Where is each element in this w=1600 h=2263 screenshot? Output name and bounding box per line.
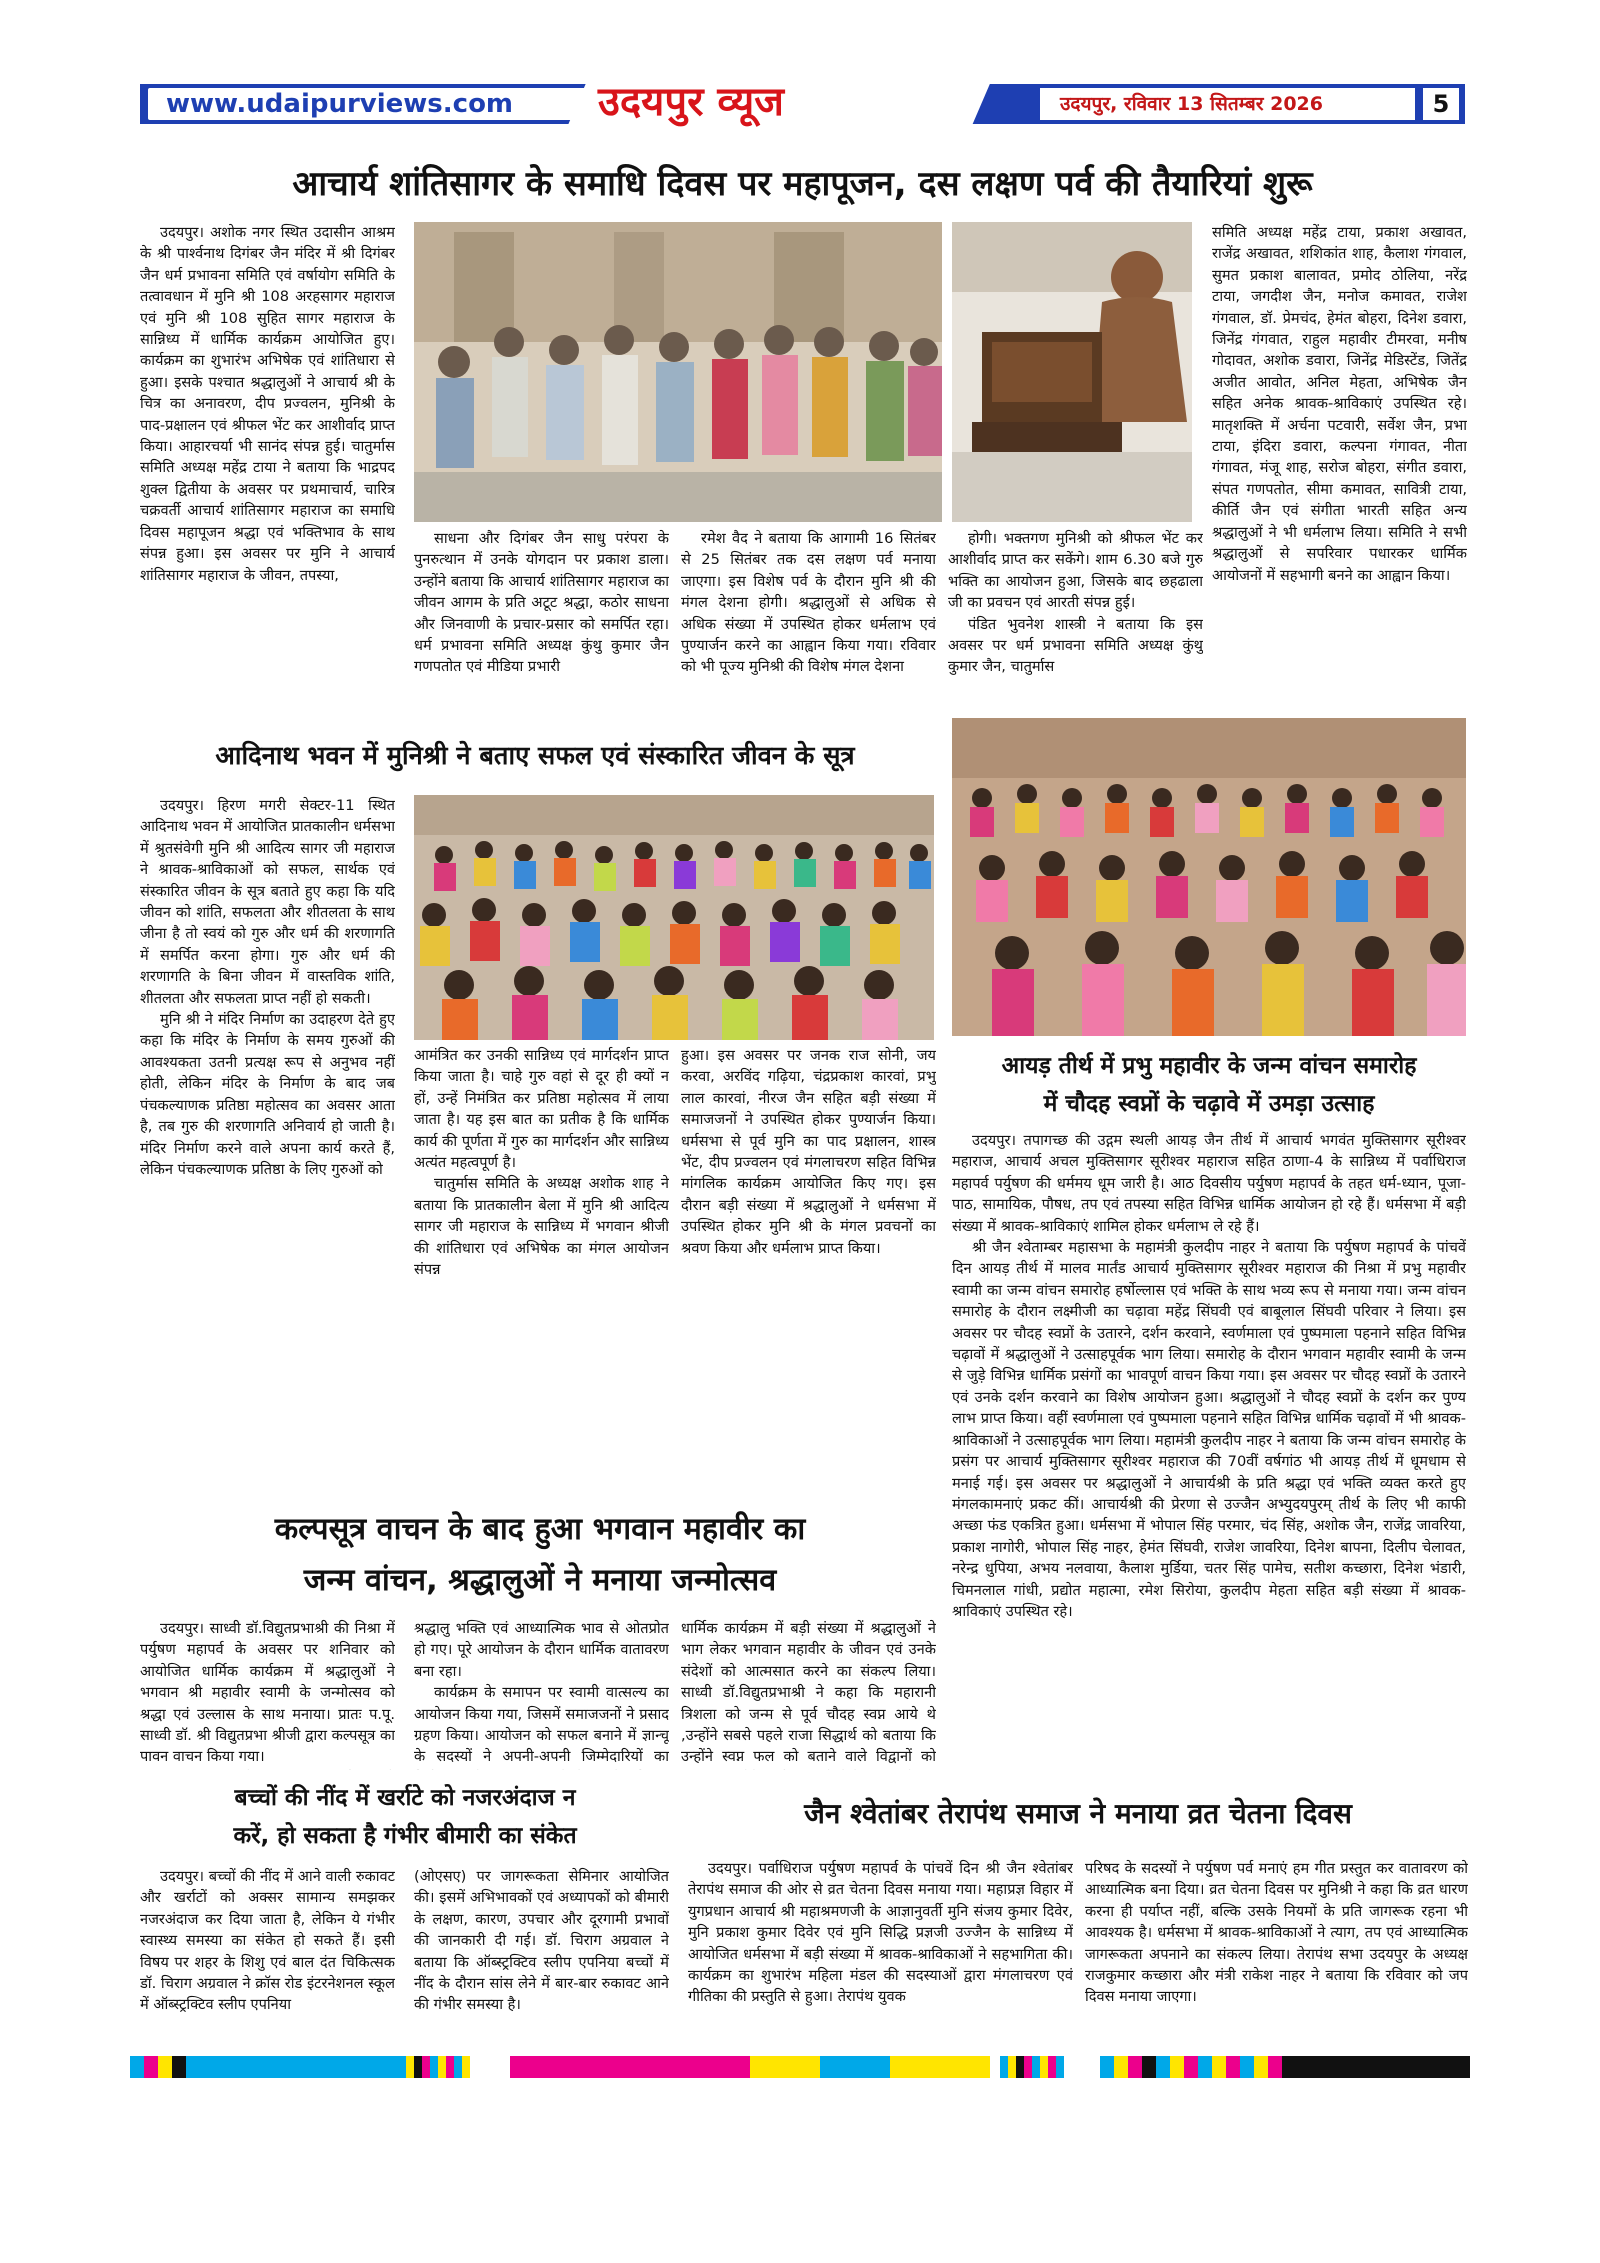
article2-col2-p1: आमंत्रित कर उनकी सान्निध्य एवं मार्गदर्शन प्राप्त किया जाता है। चाहे गुरु वहां से दूर ही क्यों न हों, उन्हें निमंत्रित कर प्रतिष्ठा महोत्सव में लाया जाता है। यह इस बात का प्रतीक है कि धार्मिक कार्य की पूर्णता में गुरु का मार्गदर्शन और सान्निध्य अत्यंत महत्वपूर्ण है। bbox=[414, 1047, 669, 1172]
article2-headline: आदिनाथ भवन में मुनिश्री ने बताए सफल एवं संस्कारित जीवन के सूत्र bbox=[215, 741, 855, 771]
site-url[interactable]: www.udaipurviews.com bbox=[166, 89, 514, 119]
article1-col5 bbox=[1212, 222, 1467, 716]
article6-col1-text: उदयपुर। पर्वाधिराज पर्युषण महापर्व के पांचवें दिन श्री जैन श्वेतांबर तेरापंथ समाज की ओर से व्रत चेतना दिवस मनाया गया। महाप्रज्ञ विहार में युगप्रधान आचार्य श्री महाश्रमणजी के आज्ञानुवर्ती मुनि संजय कुमार दिवेर, मुनि प्रकाश कुमार दिवेर एवं मुनि सिद्धि प्रज्ञजी उज्जैन के सान्निध्य में आयोजित धर्मसभा में बड़ी संख्या में श्रावक-श्राविकाओं ने सहभागिता की। कार्यक्रम का शुभारंभ महिला मंडल की सदस्याओं द्वारा मंगलाचरण एवं गीतिका की प्रस्तुति से हुआ। तेरापंथ युवक bbox=[688, 1860, 1073, 2006]
article1-col1 bbox=[140, 222, 395, 716]
article2-col3-text: हुआ। इस अवसर पर जनक राज सोनी, जय करवा, अरविंद गढ़िया, चंद्रप्रकाश कारवां, प्रभु लाल कारवां, नीरज जैन सहित बड़ी संख्या में समाजजनों ने उपस्थित होकर पुण्यार्जन किया। धर्मसभा से पूर्व मुनि का पाद प्रक्षालन, शास्त्र भेंट, दीप प्रज्वलन एवं मंगलाचरण सहित विभिन्न मांगलिक कार्यक्रम आयोजित किए गए। इस दौरान बड़ी संख्या में श्रद्धालुओं ने धर्मसभा में उपस्थित होकर मुनि श्री के मंगल प्रवचनों का श्रवण किया और धर्मलाभ प्राप्त किया। bbox=[681, 1047, 936, 1257]
article2-col1 bbox=[140, 795, 395, 1495]
article2-col1-p1: उदयपुर। हिरण मगरी सेक्टर-11 स्थित आदिनाथ भवन में आयोजित प्रातकालीन धर्मसभा में श्रुतसंवेगी मुनि श्री आदित्य सागर जी महाराज ने श्रावक-श्राविकाओं को सफल, सार्थक एवं संस्कारित जीवन के सूत्र बताते हुए कहा कि यदि जीवन को शांति, सफलता और शीतलता के साथ जीना है तो स्वयं को गुरु और धर्म की शरणागति में समर्पित करना होगा। गुरु और धर्म की शरणागति के बिना जीवन में वास्तविक शांति, शीतलता और सफलता प्राप्त नहीं हो सकती। bbox=[140, 797, 395, 1007]
article1-col5-text: समिति अध्यक्ष महेंद्र टाया, प्रकाश अखावत, राजेंद्र अखावत, शशिकांत शाह, कैलाश गंगवाल, सुमत प्रकाश बालावत, प्रमोद ठोलिया, नरेंद्र टाया, जगदीश जैन, मनोज कमावत, राजेश गंगवाल, डॉ. प्रेमचंद, हेमंत बोहरा, दिनेश डवारा, जिनेंद्र गंगवात, राहुल महावीर टीमरवा, मनीष गोदावत, अशोक डवारा, जिनेंद्र मेडिस्टेंड, जितेंद्र अजीत आवोत, अनिल मेहता, अभिषेक जैन सहित अनेक श्रावक-श्राविकाएं उपस्थित रहे। मातृशक्ति में अर्चना पटवारी, सर्वेश जैन, प्रभा टाया, इंदिरा डवारा, कल्पना गंगावत, नीता गंगावत, मंजू शाह, सरोज बोहरा, संगीत डवारा, संपत गणपतोत, सीमा कमावत, सावित्री टाया, कीर्ति जैन एवं संगीता भारती सहित अन्य श्रद्धालुओं ने भी धर्मलाभ लिया। समिति ने सभी श्रद्धालुओं से सपरिवार पधारकर धार्मिक आयोजनों में सहभागी बनने का आह्वान किया। bbox=[1212, 224, 1467, 584]
masthead bbox=[140, 78, 1465, 128]
article3-p2: श्री जैन श्वेताम्बर महासभा के महामंत्री कुलदीप नाहर ने बताया कि पर्युषण महापर्व के पांचवें दिन आयड़ तीर्थ में मालव मार्तंड आचार्य मुक्तिसागर सूरीश्वर महाराज की निश्रा में प्रभु महावीर स्वामी का जन्म वांचन समारोह हर्षोल्लास एवं भक्ति के साथ भव्य रूप से मनाया गया। जन्म वांचन समारोह के दौरान लक्ष्मीजी का चढ़ावा महेंद्र सिंघवी एवं बाबूलाल सिंघवी परिवार ने लिया। इस अवसर पर चौदह स्वप्नों के उतारने, दर्शन करवाने, स्वर्णमाला एवं पुष्पमाला पहनाने सहित विभिन्न चढ़ावों में श्रद्धालुओं ने उत्साहपूर्वक भाग लिया। समारोह के दौरान भगवान महावीर स्वामी के जन्म से जुड़े विभिन्न धार्मिक प्रसंगों का भावपूर्ण वाचन किया गया। इस अवसर पर चौदह स्वप्नों के उतारने एवं उनके दर्शन करवाने का विशेष आयोजन हुआ। श्रद्धालुओं ने चौदह स्वप्नों के दर्शन कर पुण्य लाभ प्राप्त किया। वहीं स्वर्णमाला एवं पुष्पमाला पहनाने सहित विभिन्न धार्मिक चढ़ावों में भी श्रावक-श्राविकाओं ने उत्साहपूर्वक भाग लिया। महामंत्री कुलदीप नाहर ने बताया कि जन्म वांचन समारोह के प्रसंग पर आचार्य मुक्तिसागर सूरीश्वर महाराज की 70वीं वर्षगांठ भी आयड़ तीर्थ में धूमधाम से मनाई गई। इस अवसर पर श्रद्धालुओं ने आचार्यश्री के प्रति श्रद्धा एवं भक्ति व्यक्त करते हुए मंगलकामनाएं प्रकट कीं। आचार्यश्री की प्रेरणा से उज्जैन अभ्युदयपुरम् तीर्थ के लिए भी काफी अच्छा फंड एकत्रित हुआ। धर्मसभा में भोपाल सिंह परमार, चंद सिंह, अशोक जैन, राजेंद्र जावरिया, प्रकाश नागोरी, भोपाल सिंह नाहर, हेमंत सिंघवी, राजेश जावरिया, दिनेश बापना, दिलीप चेलावत, नरेन्द्र धुपिया, अभय नलवाया, कैलाश मुर्डिया, चतर सिंह पामेच, सतीश कच्छारा, दिनेश भंडारी, चिमनलाल गांधी, प्रद्योत महात्मा, रमेश सिरोया, कुलदीप मेहता सहित बड़ी संख्या में श्रावक-श्राविकाएं उपस्थित रहे। bbox=[952, 1239, 1466, 1620]
article4-col2 bbox=[414, 1618, 669, 1770]
article1-photo-devotees bbox=[414, 222, 942, 522]
article2-col2 bbox=[414, 1045, 669, 1495]
article4-col2-p2: कार्यक्रम के समापन पर स्वामी वात्सल्य का आयोजन किया गया, जिसमें समाजजनों ने प्रसाद ग्रहण किया। आयोजन को सफल बनाने में ज्ञान्चू के सदस्यों ने अपनी-अपनी जिम्मेदारियों का bbox=[414, 1684, 669, 1766]
article2-col1-p2: मुनि श्री ने मंदिर निर्माण का उदाहरण देते हुए कहा कि मंदिर के निर्माण के समय गुरुओं की आवश्यकता उतनी प्रत्यक्ष रूप से अनुभव नहीं होती, लेकिन मंदिर के निर्माण के बाद जब पंचकल्याणक प्रतिष्ठा महोत्सव का अवसर आता है, तब गुरु की शरणागति अनिवार्य हो जाती है। मंदिर निर्माण करने वाले अपना कार्य करते हैं, लेकिन पंचकल्याणक प्रतिष्ठा के लिए गुरुओं को bbox=[140, 1011, 395, 1178]
article1-col4-p2: पंडित भुवनेश शास्त्री ने बताया कि इस अवसर पर धर्म प्रभावना समिति अध्यक्ष कुंथु कुमार जैन, चातुर्मास bbox=[948, 615, 1203, 676]
article5-headline-line1: बच्चों की नींद में खर्राटे को नजरअंदाज न bbox=[234, 1785, 576, 1811]
article5-col2 bbox=[414, 1866, 669, 2046]
article4-col1-p1: उदयपुर। साध्वी डॉ.विद्युतप्रभाश्री की निश्रा में पर्युषण महापर्व के अवसर पर शनिवार को आयोजित धार्मिक कार्यक्रम में श्रद्धालुओं ने भगवान श्री महावीर स्वामी के जन्मोत्सव को श्रद्धा एवं उल्लास के साथ मनाया। प्रातः प.पू. साध्वी डॉ. श्री विद्युतप्रभा श्रीजी द्वारा कल्पसूत्र का पावन वाचन किया गया। bbox=[140, 1620, 395, 1766]
page-number: 5 bbox=[1423, 88, 1459, 120]
article1-col3 bbox=[681, 528, 936, 718]
newspaper-logo: उदयपुर व्यूज bbox=[598, 78, 784, 125]
article1-col2-text: साधना और दिगंबर जैन साधु परंपरा के पुनरुत्थान में उनके योगदान पर प्रकाश डाला। उन्होंने बताया कि आचार्य शांतिसागर महाराज का जीवन आगम के प्रति अटूट श्रद्धा, कठोर साधना और जिनवाणी के प्रचार-प्रसार को समर्पित रहा। धर्म प्रभावना समिति अध्यक्ष कुंथु कुमार जैन गणपतोत एवं मीडिया प्रभारी bbox=[414, 530, 669, 676]
article6-headline: जैन श्वेतांबर तेरापंथ समाज ने मनाया व्रत चेतना दिवस bbox=[804, 1797, 1352, 1830]
article3-headline-line1: आयड़ तीर्थ में प्रभु महावीर के जन्म वांचन समारोह bbox=[1001, 1053, 1417, 1079]
color-registration-bar bbox=[130, 2056, 1470, 2078]
article5-headline-line2: करें, हो सकता है गंभीर बीमारी का संकेत bbox=[233, 1823, 577, 1849]
article4-col1 bbox=[140, 1618, 395, 1770]
article4-col3 bbox=[681, 1618, 936, 1770]
article1-col4-p1: होगी। भक्तगण मुनिश्री को श्रीफल भेंट कर आशीर्वाद प्राप्त कर सकेंगे। शाम 6.30 बजे गुरु भक्ति का आयोजन हुआ, जिसके बाद छहढाला जी का प्रवचन एवं आरती संपन्न हुई। bbox=[948, 530, 1203, 612]
article2-col3 bbox=[681, 1045, 936, 1495]
article5-col1-text: उदयपुर। बच्चों की नींद में आने वाली रुकावट और खर्राटों को अक्सर सामान्य समझकर नजरअंदाज कर दिया जाता है, लेकिन ये गंभीर स्वास्थ्य समस्या का संकेत हो सकते हैं। इसी विषय पर शहर के शिशु एवं बाल दंत चिकित्सक डॉ. चिराग अग्रवाल ने क्रॉस रोड इंटरनेशनल स्कूल में ऑब्स्ट्रक्टिव स्लीप एपनिया bbox=[140, 1868, 395, 2014]
article1-col1-text: उदयपुर। अशोक नगर स्थित उदासीन आश्रम के श्री पार्श्वनाथ दिगंबर जैन मंदिर में श्री दिगंबर जैन धर्म प्रभावना समिति एवं वर्षायोग समिति के तत्वावधान में मुनि श्री 108 अरहसागर महाराज एवं मुनि श्री 108 सुहित सागर महाराज के सान्निध्य में धार्मिक कार्यक्रम आयोजित हुए। कार्यक्रम का शुभारंभ अभिषेक एवं शांतिधारा से हुआ। इसके पश्चात श्रद्धालुओं ने आचार्य श्री के चित्र का अनावरण, दीप प्रज्वलन, मुनिश्री के पाद-प्रक्षालन एवं श्रीफल भेंट कर आशीर्वाद प्राप्त किया। आहारचर्या भी सानंद संपन्न हुई। चातुर्मास समिति अध्यक्ष महेंद्र टाया ने बताया कि भाद्रपद शुक्ल द्वितीया के अवसर पर प्रथमाचार्य, चारित्र चक्रवर्ती आचार्य शांतिसागर महाराज का समाधि दिवस महापूजन श्रद्धा एवं भक्तिभाव के साथ संपन्न हुआ। इस अवसर पर मुनि ने आचार्य शांतिसागर महाराज के जीवन, तपस्या, bbox=[140, 224, 395, 584]
article1-col4 bbox=[948, 528, 1203, 718]
article1-headline: आचार्य शांतिसागर के समाधि दिवस पर महापूजन, दस लक्षण पर्व की तैयारियां शुरू bbox=[292, 164, 1313, 204]
article1-photo-muni bbox=[952, 222, 1192, 522]
article5-col2-text: (ओएसए) पर जागरूकता सेमिनार आयोजित की। इसमें अभिभावकों एवं अध्यापकों को बीमारी के लक्षण, कारण, उपचार और दूरगामी प्रभावों की जानकारी दी गई। डॉ. चिराग अग्रवाल ने बताया कि ऑब्स्ट्रक्टिव स्लीप एपनिया बच्चों में नींद के दौरान सांस लेने में बार-बार रुकावट आने की गंभीर समस्या है। bbox=[414, 1868, 669, 2014]
article2-photo-audience bbox=[414, 795, 934, 1040]
issue-date: उदयपुर, रविवार 13 सितम्बर 2026 bbox=[1060, 93, 1323, 115]
article4-headline-line2: जन्म वांचन, श्रद्धालुओं ने मनाया जन्मोत्सव bbox=[303, 1563, 777, 1598]
article4-col2-p1: श्रद्धालु भक्ति एवं आध्यात्मिक भाव से ओतप्रोत हो गए। पूरे आयोजन के दौरान धार्मिक वातावरण बना रहा। bbox=[414, 1620, 669, 1680]
article3-headline-line2: में चौदह स्वप्नों के चढ़ावे में उमड़ा उत्साह bbox=[1043, 1091, 1375, 1117]
article3-p1: उदयपुर। तपागच्छ की उद्गम स्थली आयड़ जैन तीर्थ में आचार्य भगवंत मुक्तिसागर सूरीश्वर महाराज, आचार्य अचल मुक्तिसागर सूरीश्वर महाराज सहित ठाणा-4 के सान्निध्य में पर्वाधिराज महापर्व पर्युषण की धर्ममय धूम जारी है। आठ दिवसीय पर्युषण महापर्व के तहत धर्म-ध्यान, पूजा-पाठ, सामायिक, पौषध, तप एवं तपस्या सहित विभिन्न धार्मिक आयोजन हो रहे हैं। धर्मसभा में बड़ी संख्या में श्रावक-श्राविकाएं शामिल होकर धर्मलाभ ले रहे हैं। bbox=[952, 1132, 1466, 1235]
article6-col2-text: परिषद के सदस्यों ने पर्युषण पर्व मनाएं हम गीत प्रस्तुत कर वातावरण को आध्यात्मिक बना दिया। व्रत चेतना दिवस पर मुनिश्री ने कहा कि व्रत धारण करना ही पर्याप्त नहीं, बल्कि उसके नियमों के प्रति जागरूक रहना भी आवश्यक है। धर्मसभा में श्रावक-श्राविकाओं ने त्याग, तप एवं आध्यात्मिक जागरूकता अपनाने का संकल्प लिया। तेरापंथ सभा उदयपुर के अध्यक्ष राजकुमार कच्छारा और मंत्री राकेश नाहर ने बताया कि रविवार को जप दिवस मनाया जाएगा। bbox=[1085, 1860, 1468, 2006]
article1-col2 bbox=[414, 528, 669, 718]
article5-col1 bbox=[140, 1866, 395, 2046]
article4-col3-text: धार्मिक कार्यक्रम में बड़ी संख्या में श्रद्धालुओं ने भाग लेकर भगवान महावीर के जीवन एवं उनके संदेशों को आत्मसात करने का संकल्प लिया। साध्वी डॉ.विद्युतप्रभाश्री ने कहा कि महारानी त्रिशला को जन्म से पूर्व चौदह स्वप्न आये थे ,उन्होंने सबसे पहले राजा सिद्धार्थ को बताया कि उन्होंने स्वप्न फल को बताने वाले विद्वानों को bbox=[681, 1620, 936, 1766]
article6-col1 bbox=[688, 1858, 1073, 2046]
article4-headline-line1: कल्पसूत्र वाचन के बाद हुआ भगवान महावीर का bbox=[274, 1512, 806, 1547]
article4-col1-p2 bbox=[140, 1768, 395, 1770]
article6-col2 bbox=[1085, 1858, 1468, 2046]
article1-col3-text: रमेश वैद ने बताया कि आगामी 16 सितंबर से 25 सितंबर तक दस लक्षण पर्व मनाया जाएगा। इस विशेष पर्व के दौरान मुनि श्री की मंगल देशना होगी। श्रद्धालुओं से अधिक से अधिक संख्या में उपस्थित होकर धर्मलाभ एवं पुण्यार्जन करने का आह्वान किया गया। रविवार को भी पूज्य मुनिश्री की विशेष मंगल देशना bbox=[681, 530, 936, 676]
article3-body bbox=[952, 1130, 1466, 1770]
article2-col2-p2: चातुर्मास समिति के अध्यक्ष अशोक शाह ने बताया कि प्रातकालीन बेला में मुनि श्री आदित्य सागर जी महाराज के सान्निध्य में भगवान श्रीजी की शांतिधारा एवं अभिषेक का मंगल आयोजन संपन्न bbox=[414, 1175, 669, 1279]
article3-photo-gathering bbox=[952, 718, 1466, 1036]
